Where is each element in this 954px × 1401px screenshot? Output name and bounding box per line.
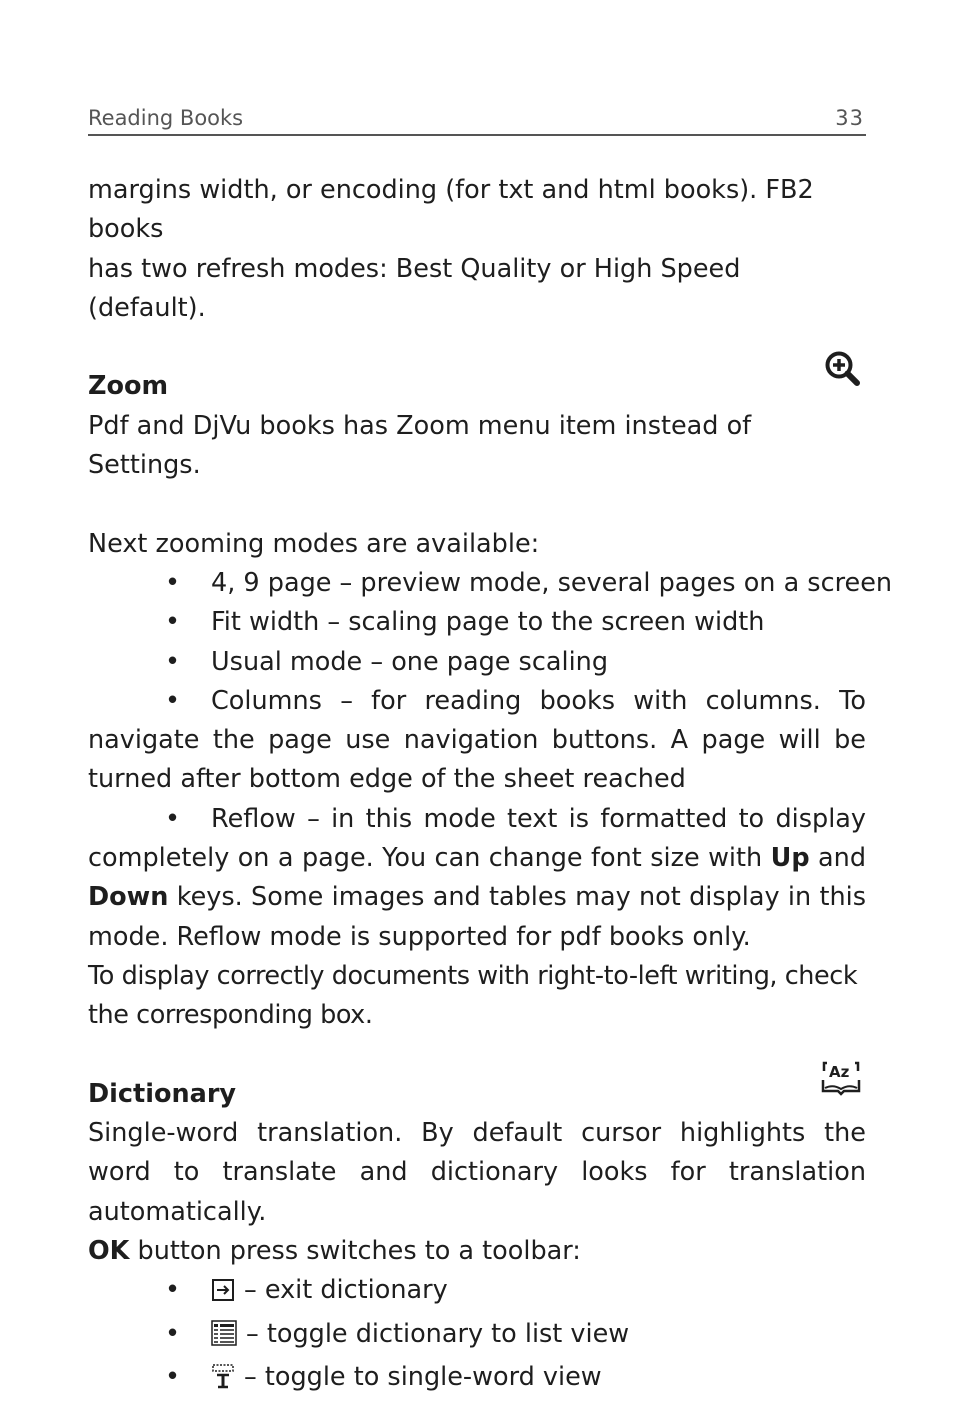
toolbar-item-list-view: – toggle dictionary to list view (246, 1318, 630, 1349)
zoom-mode-preview: 4, 9 page – preview mode, several pages on a screen (211, 567, 893, 598)
zoom-in-icon (824, 350, 862, 400)
reflow-text-3: keys. Some images and tables may not display in this mode. Reflow mode is supported for pdf books only. (88, 882, 866, 952)
bullet: • (165, 685, 181, 716)
zoom-description: Pdf and DjVu books has Zoom menu item instead of Settings. (88, 410, 752, 481)
list-item (88, 1358, 866, 1401)
dictionary-section-heading (88, 1062, 866, 1114)
bullet: • (165, 1361, 181, 1392)
zoom-mode-fit-width: Fit width – scaling page to the screen width (211, 607, 765, 638)
list-item (88, 643, 866, 682)
toolbar-item-single-word: – toggle to single-word view (244, 1361, 602, 1392)
bullet: • (165, 803, 181, 834)
zoom-mode-columns: Columns – for reading books with columns. To navigate the page use navigation buttons. A page will be turned after bottom edge of the sheet reached (88, 685, 866, 795)
list-item (88, 1271, 866, 1314)
list-item (88, 1315, 866, 1358)
section-title: Reading Books (88, 106, 244, 130)
bullet: • (165, 1318, 181, 1349)
reflow-text-1: Reflow – in this mode text is formatted to display completely on a page. You can change font size with (88, 803, 866, 874)
up-key: Up (770, 843, 810, 874)
svg-text:Az: Az (829, 1062, 850, 1081)
page-body (88, 171, 893, 1401)
bullet: • (165, 646, 181, 677)
dictionary-ok-line (88, 1232, 866, 1271)
intro-line-2: has two refresh modes: Best Quality or High Speed (default). (88, 253, 741, 323)
list-item (88, 603, 866, 642)
intro-line-1: margins width, or encoding (for txt and html books). FB2 books (88, 175, 814, 245)
bullet: • (165, 567, 181, 598)
zoom-modes-intro: Next zooming modes are available: (88, 528, 540, 559)
zoom-mode-usual: Usual mode – one page scaling (211, 646, 609, 677)
exit-dictionary-icon (211, 1275, 235, 1314)
page-number: 33 (835, 106, 864, 130)
page-header (88, 104, 866, 136)
toolbar-item-exit: – exit dictionary (244, 1275, 448, 1306)
zoom-section-heading (88, 367, 866, 406)
single-word-view-icon (211, 1362, 235, 1401)
bullet: • (165, 1275, 181, 1306)
dictionary-description: Single-word translation. By default cursor highlights the word to translate and dictionary looks for translation automatically. (88, 1118, 866, 1227)
ok-text: button press switches to a toolbar: (137, 1236, 581, 1267)
list-item (88, 800, 866, 957)
reflow-text-2: and (818, 843, 867, 874)
dictionary-az-icon (820, 1060, 862, 1108)
down-key: Down (88, 882, 169, 913)
dictionary-heading-text: Dictionary (88, 1078, 237, 1109)
list-item (88, 682, 866, 800)
bullet: • (165, 607, 181, 638)
zoom-heading-text: Zoom (88, 371, 169, 402)
ok-key: OK (88, 1236, 130, 1267)
rtl-note: To display correctly documents with right-to-left writing, check the corresponding box. (88, 960, 858, 1031)
list-view-icon (211, 1319, 237, 1358)
list-item (88, 564, 893, 603)
